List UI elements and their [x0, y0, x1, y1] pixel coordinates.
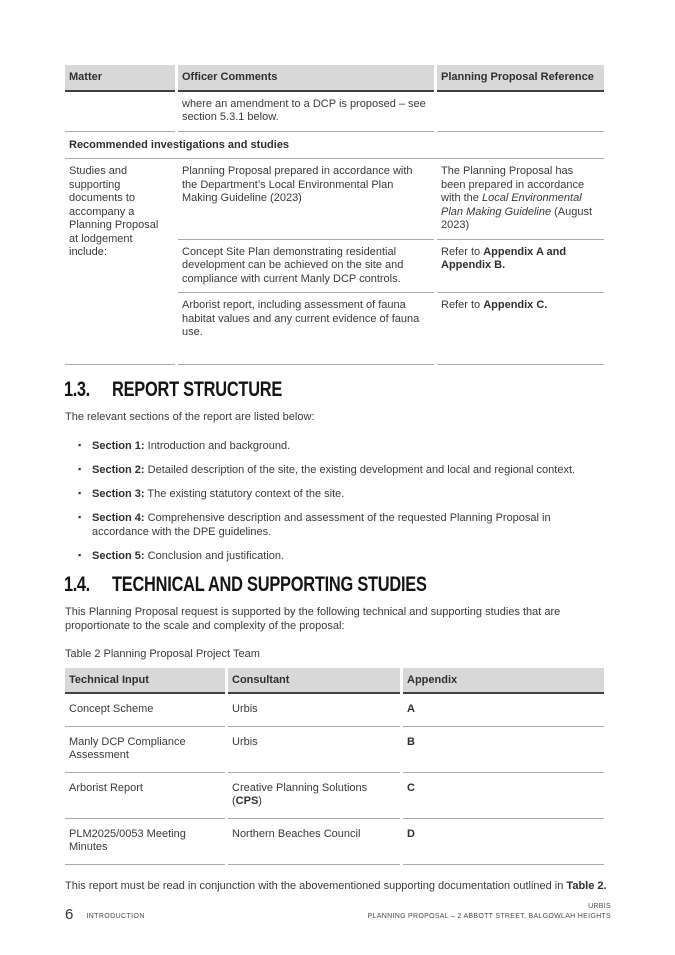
consultant-text: Urbis: [232, 735, 258, 748]
list-item: [65, 439, 610, 453]
table-header-row: [65, 668, 604, 695]
consultant-cell: [228, 727, 400, 773]
footer-company: URBIS: [588, 903, 611, 910]
comment-cell: where an amendment to a DCP is proposed – see section 5.3.1 below.: [178, 92, 434, 132]
matter-cell: Studies and supporting documents to accompany a Planning Proposal at lodgement include:: [65, 159, 175, 365]
section-heading-1-4: [64, 573, 610, 596]
reference-bold-text: Appendix A and Appendix B.: [441, 245, 567, 271]
bullet-text: Conclusion and justification.: [144, 549, 284, 562]
table-section-row: [65, 132, 604, 160]
col-header-planning-proposal-reference: Planning Proposal Reference: [437, 65, 604, 92]
technical-input-cell: Arborist Report: [65, 773, 225, 819]
footer-left: [65, 907, 145, 922]
bullet-label: Section 1:: [92, 439, 145, 452]
reference-text: Refer to: [441, 245, 484, 258]
technical-input-cell: PLM2025/0053 Meeting Minutes: [65, 819, 225, 865]
reference-bold-text: Appendix C.: [483, 299, 548, 311]
list-item: [65, 463, 610, 477]
list-item: [65, 487, 610, 501]
page-number: 6: [65, 906, 74, 923]
table-row: [65, 694, 604, 727]
section-heading-1-3: [64, 378, 610, 401]
consultant-cell: [228, 694, 400, 727]
reference-cell: [437, 293, 604, 365]
col-header-technical-input: Technical Input: [65, 668, 225, 695]
empty-cell: [437, 92, 604, 132]
reference-text: The Planning Proposal has been prepared in accordance with the: [441, 165, 585, 204]
reference-cell: [437, 159, 604, 240]
page-footer: [65, 902, 611, 922]
consultant-text: ): [258, 795, 262, 807]
section-intro: The relevant sections of the report are listed below:: [65, 410, 315, 423]
technical-input-cell: Concept Scheme: [65, 694, 225, 727]
appendix-cell: C: [403, 773, 604, 819]
bullet-label: Section 2:: [92, 463, 145, 476]
section-number: 1.3.: [64, 377, 90, 401]
consultant-bold-text: CPS: [235, 795, 259, 807]
consultant-text: Creative Planning Solutions (: [232, 781, 368, 807]
project-team-table: [62, 668, 607, 865]
bullet-label: Section 3:: [92, 487, 145, 500]
table-header-row: [65, 65, 604, 92]
col-header-officer-comments: Officer Comments: [178, 65, 434, 92]
table-row: [65, 773, 604, 819]
technical-input-cell: Manly DCP Compliance Assessment: [65, 727, 225, 773]
consultant-cell: [228, 819, 400, 865]
bullet-text: Detailed description of the site, the existing development and local and regional context.: [144, 463, 576, 476]
col-header-matter: Matter: [65, 65, 175, 92]
reference-text: (August 2023): [441, 205, 593, 231]
closing-text: This report must be read in conjunction with the abovementioned supporting documentation outlined in: [65, 879, 567, 892]
col-header-appendix: Appendix: [403, 668, 604, 695]
appendix-cell: A: [403, 694, 604, 727]
table-row: [65, 92, 604, 132]
footer-right: [368, 902, 611, 922]
appendix-cell: D: [403, 819, 604, 865]
footer-document-title: PLANNING PROPOSAL – 2 ABBOTT STREET, BALGOWLAH HEIGHTS: [367, 913, 611, 920]
closing-paragraph: [65, 879, 610, 893]
empty-cell: [65, 92, 175, 132]
consultant-text: Northern Beaches Council: [232, 827, 361, 840]
col-header-consultant: Consultant: [228, 668, 400, 695]
bullet-text: Introduction and background.: [144, 439, 291, 452]
comment-cell: Concept Site Plan demonstrating residential development can be achieved on the site and compliance with current Manly DCP controls.: [178, 240, 434, 294]
officer-comments-table: [62, 65, 607, 365]
table-row: [65, 819, 604, 865]
bullet-label: Section 5:: [92, 549, 145, 562]
page-content: [65, 65, 610, 902]
section-number: 1.4.: [64, 572, 90, 596]
reference-italic-text: Local Environmental Plan Making Guideline: [441, 192, 582, 218]
section-row-label: Recommended investigations and studies: [65, 132, 604, 160]
bullet-label: Section 4:: [92, 511, 145, 524]
reference-cell: [437, 240, 604, 294]
consultant-text: Urbis: [232, 703, 258, 715]
closing-bold-text: Table 2.: [566, 879, 607, 892]
reference-text: Refer to: [441, 299, 484, 311]
table-row: [65, 727, 604, 773]
section-intro: This Planning Proposal request is supported by the following technical and supporting studies that are proportionate to the scale and complexity of the proposal:: [65, 605, 561, 632]
report-sections-list: [65, 439, 610, 563]
consultant-cell: [228, 773, 400, 819]
table-caption: Table 2 Planning Proposal Project Team: [65, 647, 260, 660]
section-title: REPORT STRUCTURE: [112, 377, 283, 401]
list-item: [65, 549, 610, 563]
list-item: [65, 511, 610, 539]
comment-cell: Arborist report, including assessment of fauna habitat values and any current evidence of fauna use.: [178, 293, 434, 365]
comment-cell: Planning Proposal prepared in accordance with the Department’s Local Environmental Plan Making Guideline (2023): [178, 159, 434, 240]
footer-section-label: INTRODUCTION: [86, 913, 145, 920]
bullet-text: Comprehensive description and assessment of the requested Planning Proposal in accordance with the DPE guidelines.: [92, 511, 551, 538]
appendix-cell: B: [403, 727, 604, 773]
section-title: TECHNICAL AND SUPPORTING STUDIES: [112, 572, 427, 596]
table-row: [65, 159, 604, 240]
bullet-text: The existing statutory context of the site.: [144, 487, 345, 500]
